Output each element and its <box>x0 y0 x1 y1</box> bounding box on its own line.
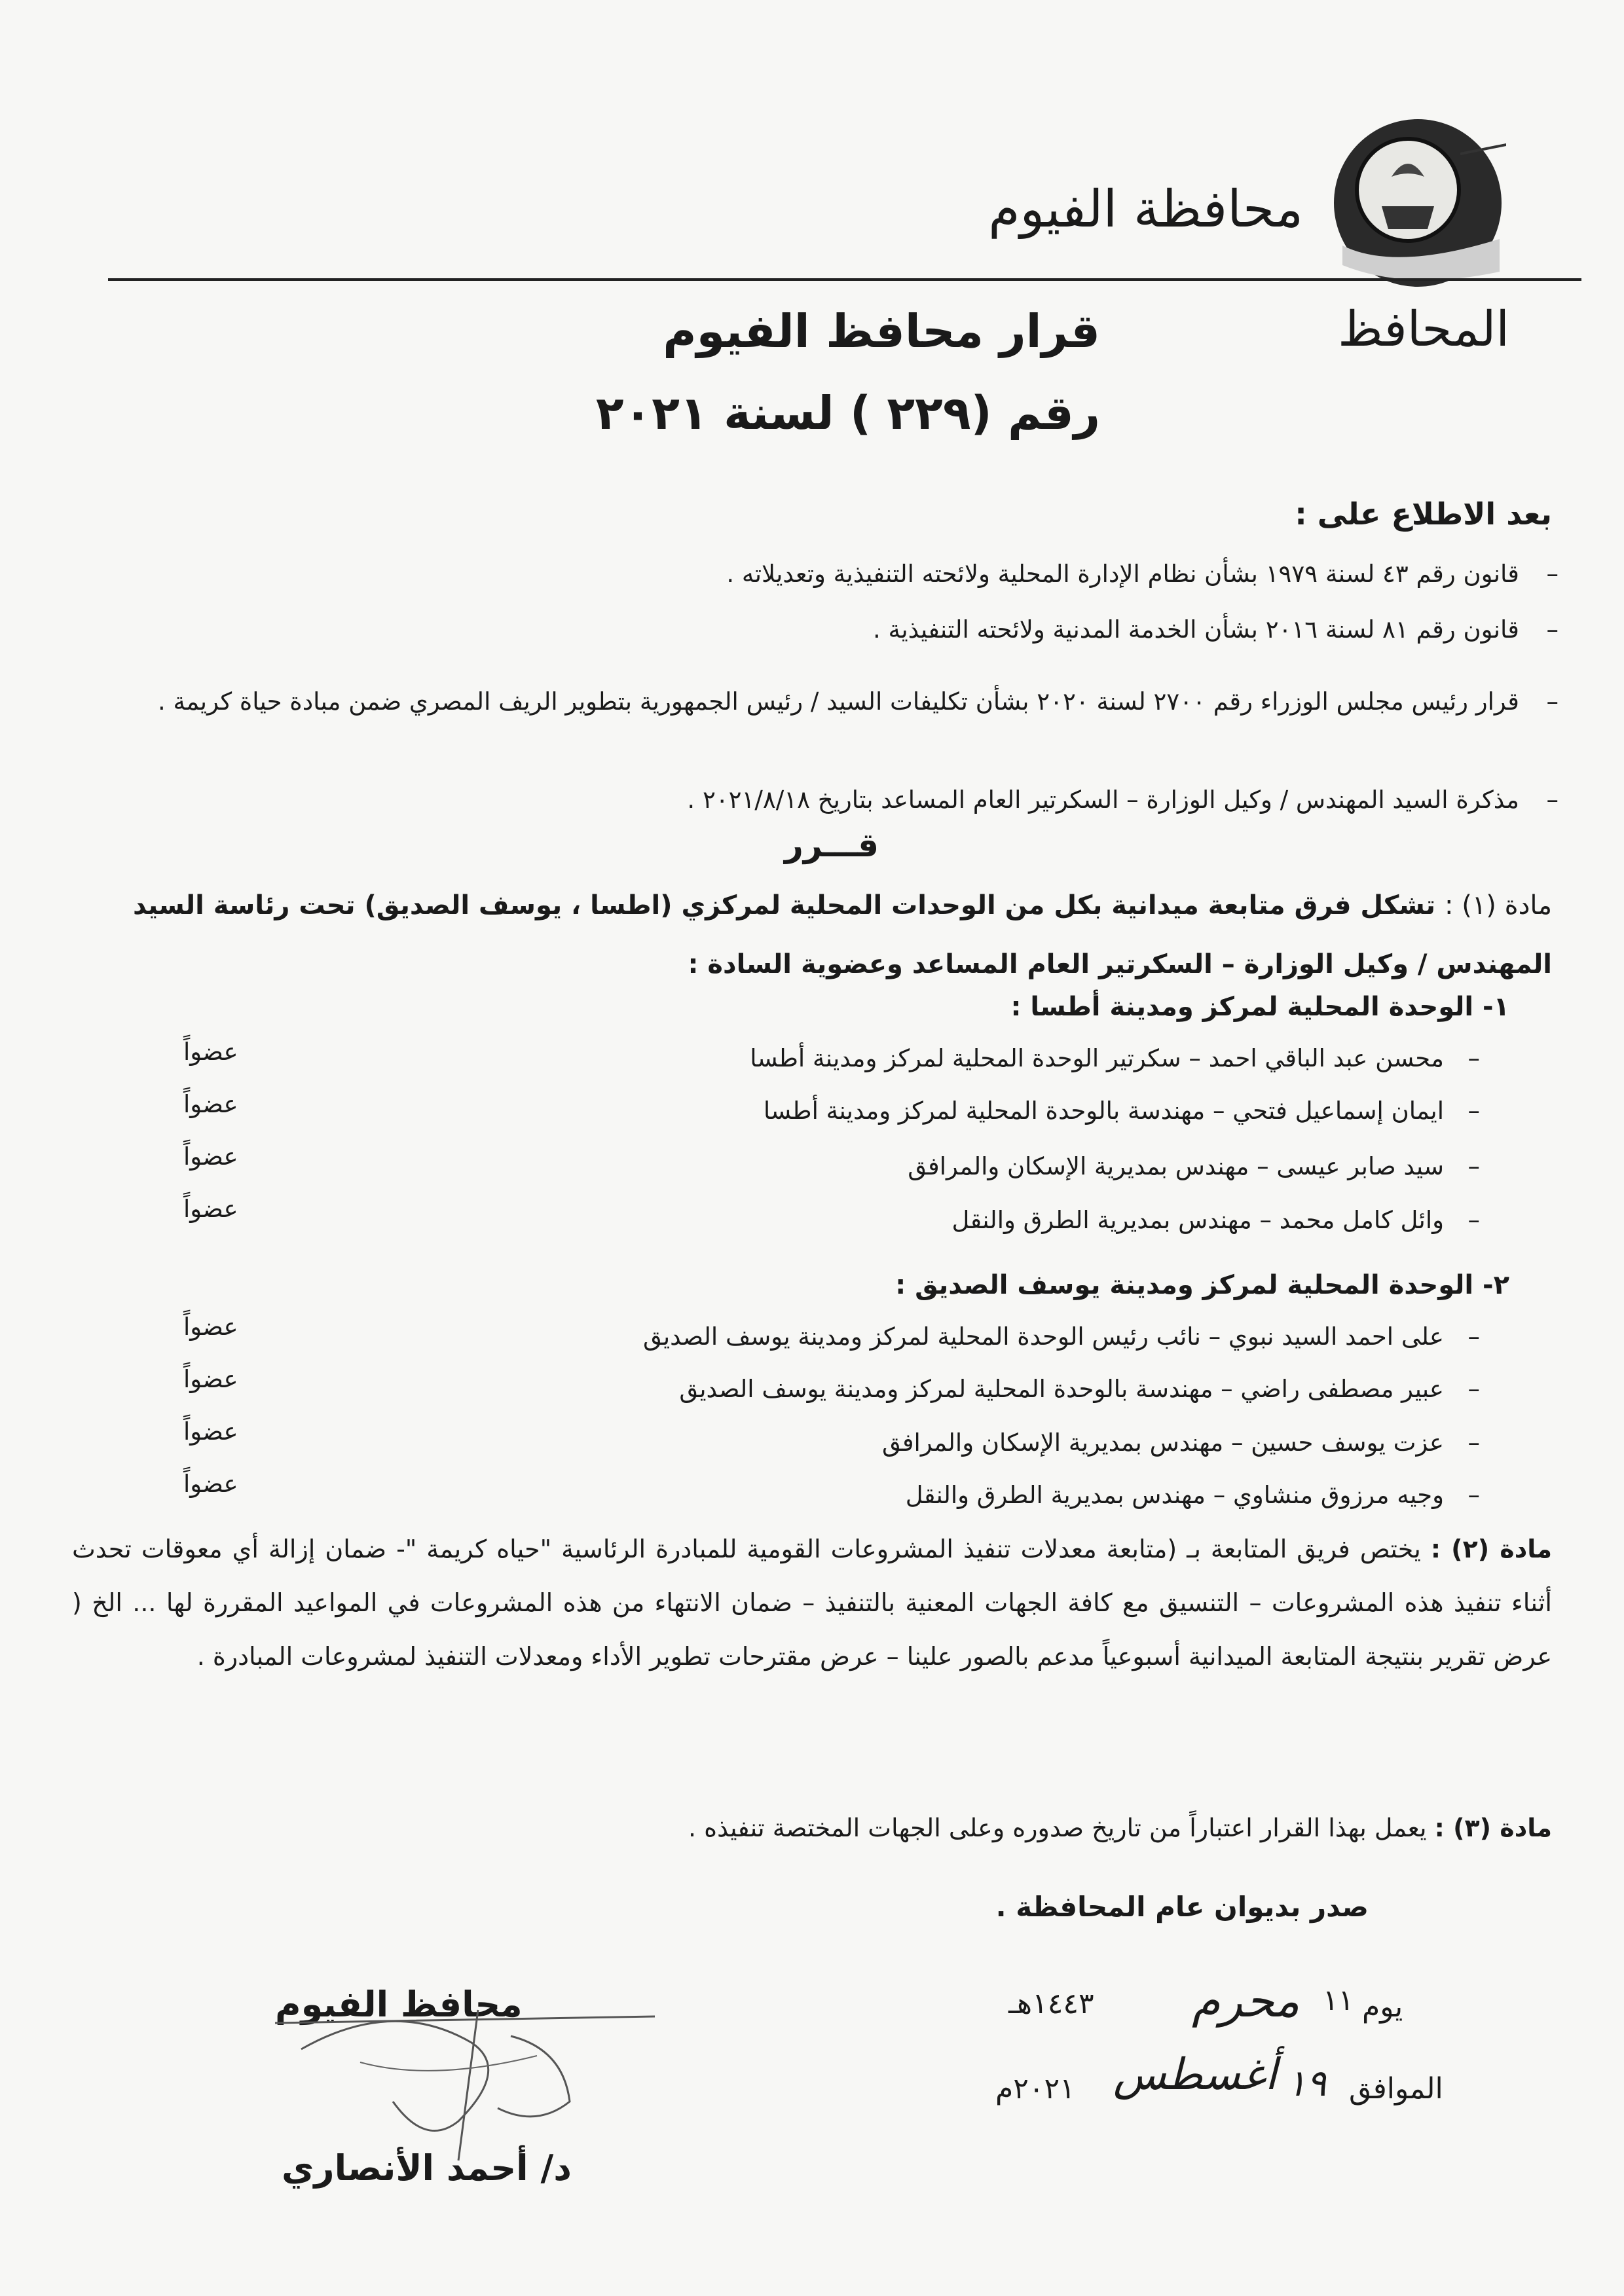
member-name: – وائل كامل محمد – مهندس بمديرية الطرق والنقل <box>952 1206 1444 1234</box>
member-role: عضواً <box>183 1365 238 1393</box>
article-2-text: يختص فريق المتابعة بـ (متابعة معدلات تنفيذ المشروعات القومية للمبادرة الرئاسية "حياه كريمة "- ضمان إزالة أي معوقات تحدث أثناء تنفيذ هذه المشروعات – التنسيق مع كافة الجهات المعنية بالتنفيذ – ضمان الانتهاء من هذه المشروعات في المواعيد المقررة لها ... الخ ( عرض تقرير بنتيجة المتابعة الميدانية أسبوعياً مدعم بالصور علينا – عرض مقترحات تطوير الأداء ومعدلات التنفيذ لمشروعات المبادرة . <box>72 1535 1552 1671</box>
member-name: – عبير مصطفى راضي – مهندسة بالوحدة المحلية لمركز ومدينة يوسف الصديق <box>679 1375 1444 1403</box>
article-3 <box>72 1813 1552 1842</box>
date-greg-month: أغسطس <box>1113 2049 1278 2100</box>
unit-heading: ١- الوحدة المحلية لمركز ومدينة أطسا : <box>1010 992 1509 1022</box>
preamble-item: – قانون رقم ٤٣ لسنة ١٩٧٩ بشأن نظام الإدارة المحلية ولائحته التنفيذية وتعديلاته . <box>144 560 1519 588</box>
article-3-label: مادة (٣) : <box>1434 1813 1552 1842</box>
member-role: عضواً <box>183 1313 238 1341</box>
member-role: عضواً <box>183 1195 238 1223</box>
article-3-text: يعمل بهذا القرار اعتباراً من تاريخ صدوره وعلى الجهات المختصة تنفيذه . <box>688 1813 1427 1842</box>
date-day-label: يوم <box>1362 1990 1403 2024</box>
member-name: – عزت يوسف حسين – مهندس بمديرية الإسكان والمرافق <box>882 1429 1444 1457</box>
governorate-name: محافظة الفيوم <box>988 180 1303 239</box>
member-role: عضواً <box>183 1090 238 1118</box>
member-name: – سيد صابر عيسى – مهندس بمديرية الإسكان والمرافق <box>908 1152 1444 1180</box>
header-divider <box>108 278 1581 281</box>
article-2 <box>72 1522 1552 1683</box>
article-1 <box>72 876 1552 994</box>
member-role: عضواً <box>183 1142 238 1171</box>
member-role: عضواً <box>183 1470 238 1498</box>
governorate-seal <box>1329 115 1506 291</box>
preamble-item: – قانون رقم ٨١ لسنة ٢٠١٦ بشأن الخدمة المدنية ولائحته التنفيذية . <box>144 615 1519 644</box>
article-1-text: تشكل فرق متابعة ميدانية بكل من الوحدات المحلية لمركزي (اطسا ، يوسف الصديق) تحت رئاسة السيد المهندس / وكيل الوزارة – السكرتير العام المساعد وعضوية السادة : <box>132 890 1552 979</box>
member-name: – ايمان إسماعيل فتحي – مهندسة بالوحدة المحلية لمركز ومدينة أطسا <box>764 1097 1444 1125</box>
signatory-title: محافظ الفيوم <box>275 1984 523 2025</box>
preamble-item: – قرار رئيس مجلس الوزراء رقم ٢٧٠٠ لسنة ٢٠٢٠ بشأن تكليفات السيد / رئيس الجمهورية بتطوير الريف المصري ضمن مبادة حياة كريمة . <box>157 676 1519 728</box>
handwritten-signature <box>262 1971 668 2167</box>
date-day: ١١ <box>1323 1984 1354 2017</box>
member-role: عضواً <box>183 1038 238 1066</box>
decided-heading: قـــرر <box>784 826 879 864</box>
date-greg-year: ٢٠٢١م <box>995 2072 1075 2105</box>
article-1-label: مادة (١) : <box>1445 890 1552 920</box>
member-role: عضواً <box>183 1417 238 1446</box>
preamble-item: – مذكرة السيد المهندس / وكيل الوزارة – السكرتير العام المساعد بتاريخ ٢٠٢١/٨/١٨ . <box>144 786 1519 814</box>
article-2-label: مادة (٢) : <box>1430 1535 1553 1563</box>
member-name: – وجيه مرزوق منشاوي – مهندس بمديرية الطرق والنقل <box>906 1481 1444 1509</box>
office-label: المحافظ <box>1338 301 1509 357</box>
member-name: – على احمد السيد نبوي – نائب رئيس الوحدة المحلية لمركز ومدينة يوسف الصديق <box>643 1322 1444 1351</box>
signatory-name: د/ أحمد الأنصاري <box>282 2147 572 2189</box>
preamble-heading: بعد الاطلاع على : <box>1295 496 1552 532</box>
date-greg-day: ١٩ <box>1287 2062 1327 2105</box>
date-hijri-year: ١٤٤٣هـ <box>1008 1987 1094 2020</box>
decree-title: قرار محافظ الفيوم <box>663 304 1100 358</box>
member-name: – محسن عبد الباقي احمد – سكرتير الوحدة المحلية لمركز ومدينة أطسا <box>750 1044 1444 1072</box>
issued-note: صدر بديوان عام المحافظة . <box>995 1891 1369 1923</box>
date-corr-label: الموافق <box>1349 2072 1443 2105</box>
decree-number: رقم (٢٢٩ ) لسنة ٢٠٢١ <box>595 386 1100 440</box>
date-hijri-month: محرم <box>1192 1974 1300 2028</box>
unit-heading: ٢- الوحدة المحلية لمركز ومدينة يوسف الصديق : <box>895 1270 1509 1300</box>
